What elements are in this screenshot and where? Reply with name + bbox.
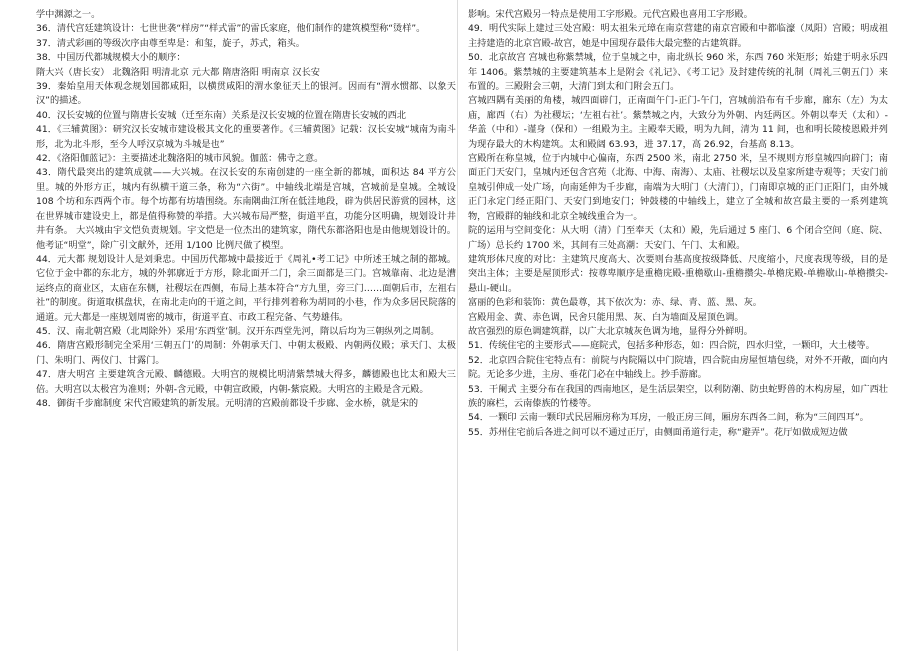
text-paragraph: 42．《洛阳伽蓝记》：主要描述北魏洛阳的城市风貌。伽蓝：佛寺之意。 [36, 153, 324, 165]
text-paragraph: 学中渊源之一。 [36, 9, 101, 20]
text-paragraph: 院的运用与空间变化：从大明（清）门至奉天（太和）殿，先后通过 5 座门、6 个闭合空间（庭、院、广场）总长约 1700 米，其间有三处高潮：天安门、午门、太和殿。 [468, 225, 888, 251]
text-paragraph: 54．一颗印 云南一颗印式民居厢房称为耳房，一般正房三间，厢房东西各二间，称为“三间四耳”。 [468, 412, 869, 424]
text-paragraph: 45．汉、南北朝宫殿（北周除外）采用‘东西堂’制。汉开东西堂先河，隋以后均为三朝纵列之周制。 [36, 325, 440, 337]
column-divider [457, 0, 458, 651]
text-paragraph: 53．干阑式 主要分布在我国的西南地区，是生活层架空，以利防潮、防虫蛇野兽的木构房屋，如广西壮族的麻栏，云南傣族的竹楼等。 [468, 383, 888, 409]
text-paragraph: 宫殿用金、黄、赤色调，民舍只能用黑、灰、白为墙面及屋顶色调。 [468, 311, 744, 323]
text-paragraph: 40．汉长安城的位置与隋唐长安城（迁至东南）关系是汉长安城的位置在隋唐长安城的西北 [36, 109, 407, 121]
text-paragraph: 影响。宋代宫殿另一特点是使用工字形殿。元代宫殿也喜用工字形殿。 [468, 9, 753, 20]
text-paragraph: 隋大兴（唐长安） 北魏洛阳 明清北京 元大都 隋唐洛阳 明南京 汉长安 [36, 66, 320, 78]
text-paragraph: 建筑形体尺度的对比：主建筑尺度高大、次要则台基高度按级降低、尺度缩小，尺度表现等级，目的是突出主体；主要是屋顶形式：按尊卑顺序是重檐庑殿-重檐歇山-重檐攒尖-单檐庑殿-单檐歇山-单檐攒尖-悬山-硬山。 [468, 253, 888, 294]
left-column [36, 8, 456, 648]
text-paragraph: 51．传统住宅的主要形式——庭院式，包括多种形态，如：四合院，四水归堂，一颗印，大土楼等。 [468, 340, 875, 352]
text-paragraph: 宫殿所在称皇城，位于内城中心偏南，东西 2500 米，南北 2750 米，呈不规则方形皇城四向辟门；南面正门天安门，皇城内还包含宫苑（北海、中海、南海）、太庙、社稷坛以及皇家所建寺观等；天安门前皇城引伸成一处广场，向南延伸为千步廊，南端为大明门（大清门），门南即京城的正门正阳门，由外城正门永定门经正阳门、天安门到地安门；钟鼓楼的中轴线上，建立了全城和故宫最主要的一系列建筑物，宫殿群的轴线和北京全城线重合为一。 [468, 153, 888, 222]
text-paragraph: 47．唐大明宫 主要建筑含元殿、麟德殿。大明宫的规模比明清紫禁城大得多，麟德殿也比太和殿大三倍。大明宫以太极宫为准则；外朝-含元殿，中朝宣政殿，内朝-紫宸殿。大明宫的主殿是含元殿。 [36, 369, 456, 395]
text-paragraph: 52．北京四合院住宅特点有：前院与内院隔以中门院墙，四合院由房屋恒墙包绕，对外不开敞，面向内院。无论多少进，主房、垂花门必在中轴线上。抄手游廊。 [468, 354, 888, 381]
text-paragraph: 宫城四隅有美丽的角楼，城四面辟门，正南面午门-正门-午门，宫城前沿布有千步廊，廊东（左）为太庙，廊西（右）为社稷坛；‘左祖右社’。紫禁城之内，大致分为外朝、内廷两区。外朝以奉天（太和）-华盖（中和）-谨身（保和）一组殿为主。主殿奉天殿，明为九间，清为 11 间，也和明长陵棱恩殿并列为现存最大的木构建筑。太和殿阔 63.93，进 37.17，高 26.92，台基高 8.13。 [468, 95, 888, 150]
text-paragraph: 38．中国历代都城规模大小的顺序： [36, 52, 186, 64]
text-paragraph: 49．明代实际上建过三处宫殿：明太祖朱元璋在南京营建的南京宫殿和中都临濠（凤阳）宫殿；明成祖主持建造的北京宫殿-故宫，她是中国现存最伟大最完整的古建筑群。 [468, 23, 888, 49]
text-paragraph: 48．御街千步廊制度 宋代宫殿建筑的新发展。元明清的宫殿前都设千步廊、金水桥，就是宋的 [36, 397, 419, 409]
text-paragraph: 43．隋代最突出的建筑成就——大兴城。在汉长安的东南创建的一座全新的都城，面积达 84 平方公里。城的外形方正，城内有纵横干道三条，称为“六街”。中轴线北端是宫城，宫城前是皇城。全城设 108 个坊和东西两个市。每个坊都有坊墙围绕。东南隅曲江所在低洼地段，辟为供居民游赏的园林，这在世界城市建设史上，都是值得称赞的举措。大兴城布局严整，街道平直，功能分区明确，规划设计井井有条。 大兴城由宇文恺负责规划。宇文恺是一位杰出的建筑家，隋代东都洛阳也是由他规划设计的。他考证“明堂”，除广引文献外，还用 1/100 比例尺做了模型。 [36, 167, 456, 251]
text-paragraph: 富丽的色彩和装饰：黄色最尊，其下依次为：赤、绿、青、蓝、黑、灰。 [468, 297, 762, 309]
text-paragraph: 55．苏州住宅前后各进之间可以不通过正厅，由侧面甬道行走，称“避弄”。花厅如做成短边做 [468, 426, 848, 438]
text-paragraph: 44．元大都 规划设计人是刘秉忠。中国历代都城中最接近于《周礼•考工记》中所述王城之制的都城。它位于金中都的东北方，城的外郭廓近于方形，除北面开二门，余三面都是三门。宫城靠南、北边是漕运终点的商业区，太庙在东侧，社稷坛在西侧，布局上基本符合“方九里，旁三门……面朝后市，左祖右社”的制度。街道取棋盘状，在南北走向的干道之间，平行排列着称为胡同的小巷，作为众多居民院落的通道。元大都是一座规划周密的城市，街道平直、市政工程完备、气势雄伟。 [36, 253, 456, 323]
text-paragraph: 故宫强烈的原色调建筑群，以广大北京城灰色调为地，显得分外鲜明。 [468, 325, 753, 337]
text-paragraph: 37．清式彩画的等级次序由尊至卑是：和玺，旋子，苏式，箱头。 [36, 37, 305, 49]
text-paragraph: 46．隋唐宫殿形制完全采用‘三朝五门’的周制：外朝承天门、中朝太极殿、内朝两仪殿；承天门、太极门、朱明门、两仪门、甘露门。 [36, 340, 456, 366]
text-paragraph: 39．秦始皇用天体观念规划国都咸阳，以横贯咸阳的渭水象征天上的银河。因而有“渭水惯都、以象天汉”的描述。 [36, 81, 456, 107]
text-paragraph: 36．清代宫廷建筑设计：七世世袭“样房”“样式雷”的雷氏家庭，他们制作的建筑模型称“烫样”。 [36, 23, 426, 35]
text-paragraph: 41．《三辅黄图》：研究汉长安城市建设极其文化的重要著作。《三辅黄图》记载：汉长安城“城南为南斗形，北为北斗形，至今人呼汉京城为斗城是也” [36, 124, 456, 150]
right-column [468, 8, 888, 648]
text-paragraph: 50．北京故宫 宫城也称紫禁城，位于皇城之中，南北纵长 960 米，东西 760 米矩形；始建于明永乐四年 1406。紫禁城的主要建筑基本上是附会《礼记》、《考工记》及封建传统的礼制（周礼三朝五门）来布置的。三殿附会三朝，大清门到太和门附会五门。 [468, 52, 888, 93]
